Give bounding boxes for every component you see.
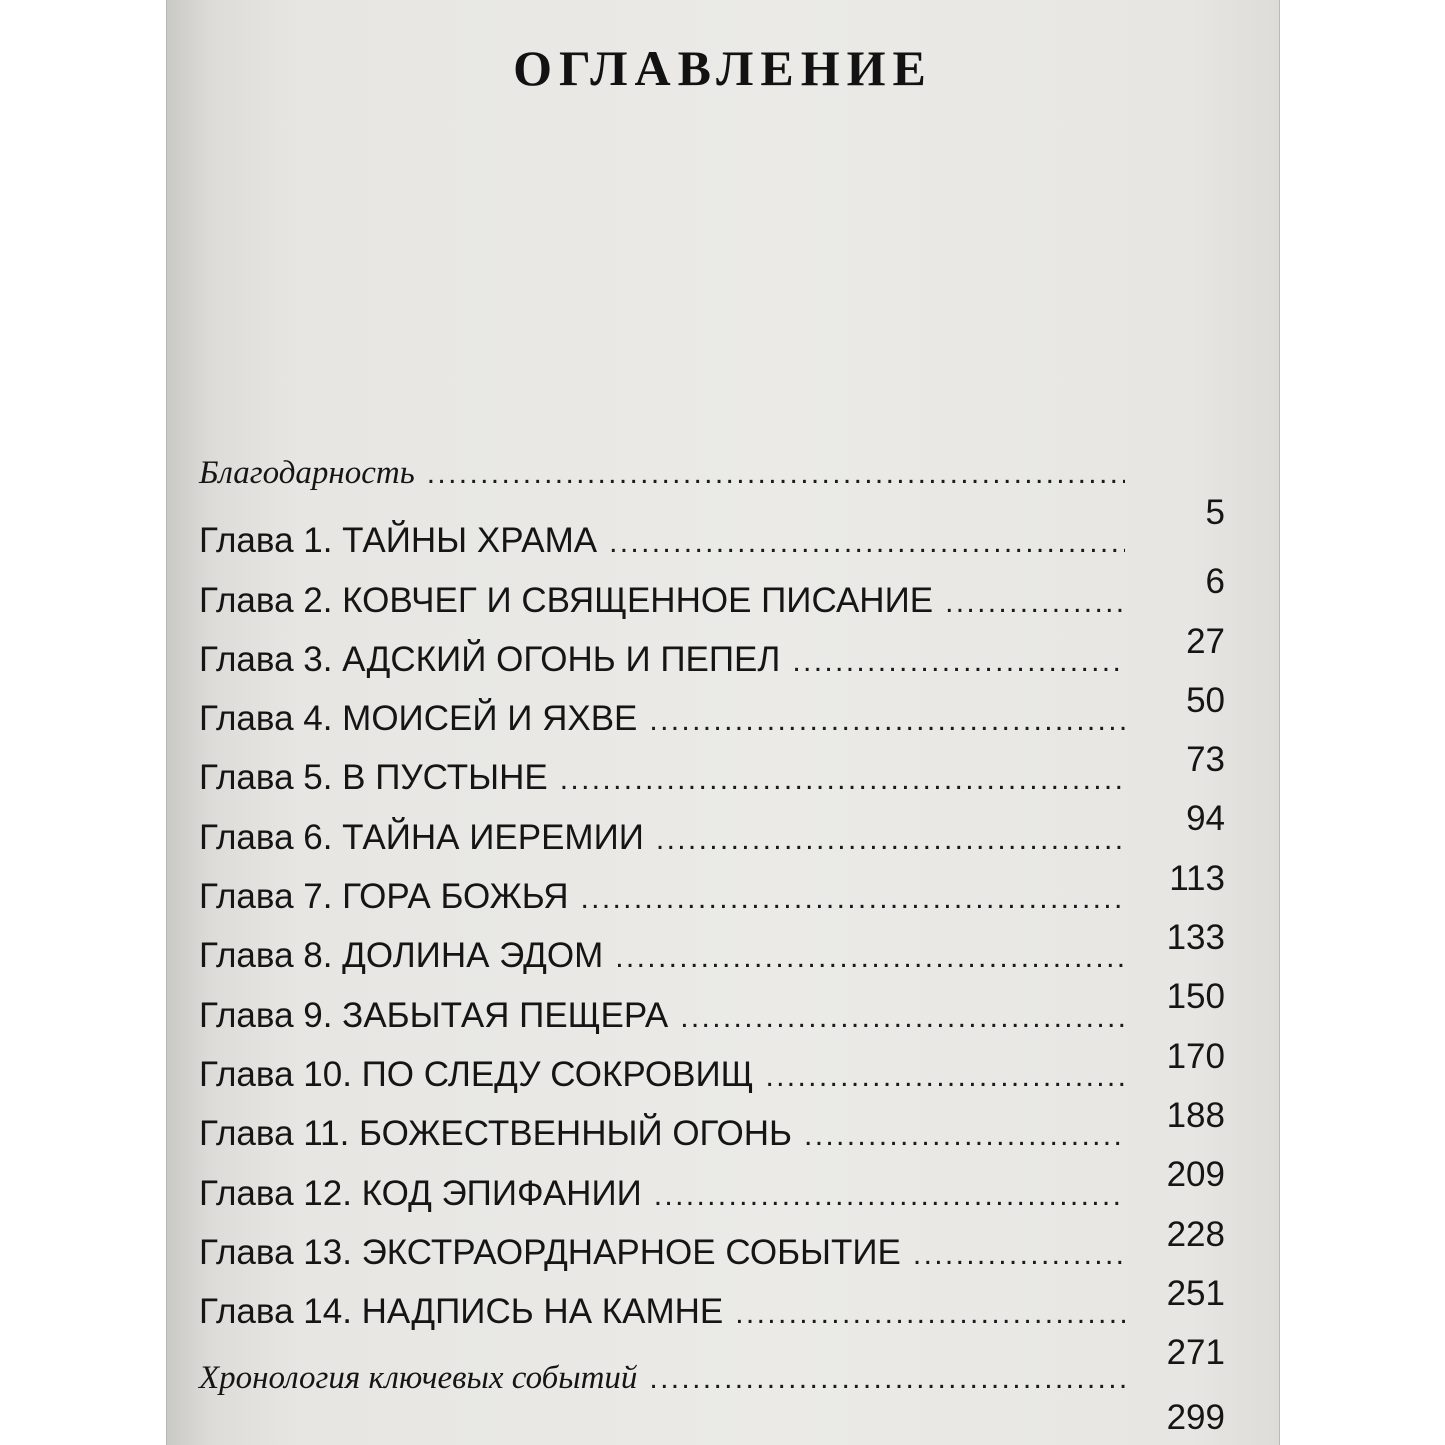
toc-entry-title: Глава 7. ГОРА БОЖЬЯ [199,877,569,917]
dot-leader [765,1047,1125,1106]
toc-entry [199,1349,1225,1438]
toc-page-number: 228 [1166,1214,1225,1254]
dot-leader [913,1225,1125,1284]
toc-entry-title: Глава 6. ТАЙНА ИЕРЕМИИ [199,817,644,857]
toc-page-number: 150 [1166,977,1225,1017]
toc-entry [199,444,1225,532]
toc-entry-title: Глава 5. В ПУСТЫНЕ [199,758,548,798]
toc-entry-title: Глава 2. КОВЧЕГ И СВЯЩЕННОЕ ПИСАНИЕ [199,580,934,620]
dot-leader [945,573,1125,632]
toc-page-number: 170 [1166,1036,1225,1076]
toc-entry-title: Глава 1. ТАЙНЫ ХРАМА [199,521,598,561]
dot-leader [804,1106,1125,1165]
toc-entry-title: Глава 3. АДСКИЙ ОГОНЬ И ПЕПЕЛ [199,639,781,679]
toc-entry-title: Глава 11. БОЖЕСТВЕННЫЙ ОГОНЬ [199,1114,793,1154]
toc-page-number: 299 [1166,1398,1225,1438]
book-page [166,0,1280,1445]
toc-entry-title: Глава 10. ПО СЛЕДУ СОКРОВИЩ [199,1054,754,1094]
toc-page-number: 5 [1205,493,1225,532]
toc-page-number: 113 [1169,858,1225,898]
toc-entry-title: Благодарность [199,455,415,491]
toc-page-number: 94 [1186,799,1225,839]
toc-entry-title: Глава 9. ЗАБЫТАЯ ПЕЩЕРА [199,995,669,1035]
dot-leader [735,1284,1125,1343]
dot-leader [649,1349,1125,1408]
dot-leader [427,444,1125,503]
toc-page-number: 133 [1166,918,1225,958]
toc-entry-title: Глава 4. МОИСЕЙ И ЯХВЕ [199,699,638,739]
dot-leader [560,750,1125,809]
dot-leader [656,810,1125,869]
toc-page-number: 271 [1166,1333,1225,1373]
toc-entry [199,1282,1225,1373]
dot-leader [654,1166,1125,1225]
toc-entry-title: Хронология ключевых событий [199,1360,638,1397]
toc-page-number: 27 [1186,621,1225,661]
dot-leader [649,691,1125,750]
page-title: ОГЛАВЛЕНИЕ [513,40,933,96]
dot-leader [615,928,1125,987]
toc-page-number: 73 [1186,740,1225,780]
toc-entry-title: Глава 12. КОД ЭПИФАНИИ [199,1173,642,1213]
toc-entry-title: Глава 14. НАДПИСЬ НА КАМНЕ [199,1292,724,1332]
dot-leader [580,869,1125,928]
table-of-contents [199,444,1225,1438]
dot-leader [680,988,1125,1047]
dot-leader [609,513,1125,572]
toc-page-number: 251 [1166,1273,1225,1313]
dot-leader [792,632,1125,691]
toc-page-number: 6 [1205,562,1225,602]
toc-entry-title: Глава 13. ЭКСТРАОРДНАРНОЕ СОБЫТИЕ [199,1232,901,1272]
toc-entry-title: Глава 8. ДОЛИНА ЭДОМ [199,936,604,976]
toc-page-number: 50 [1186,680,1225,720]
toc-page-number: 188 [1166,1095,1225,1135]
toc-page-number: 209 [1166,1155,1225,1195]
